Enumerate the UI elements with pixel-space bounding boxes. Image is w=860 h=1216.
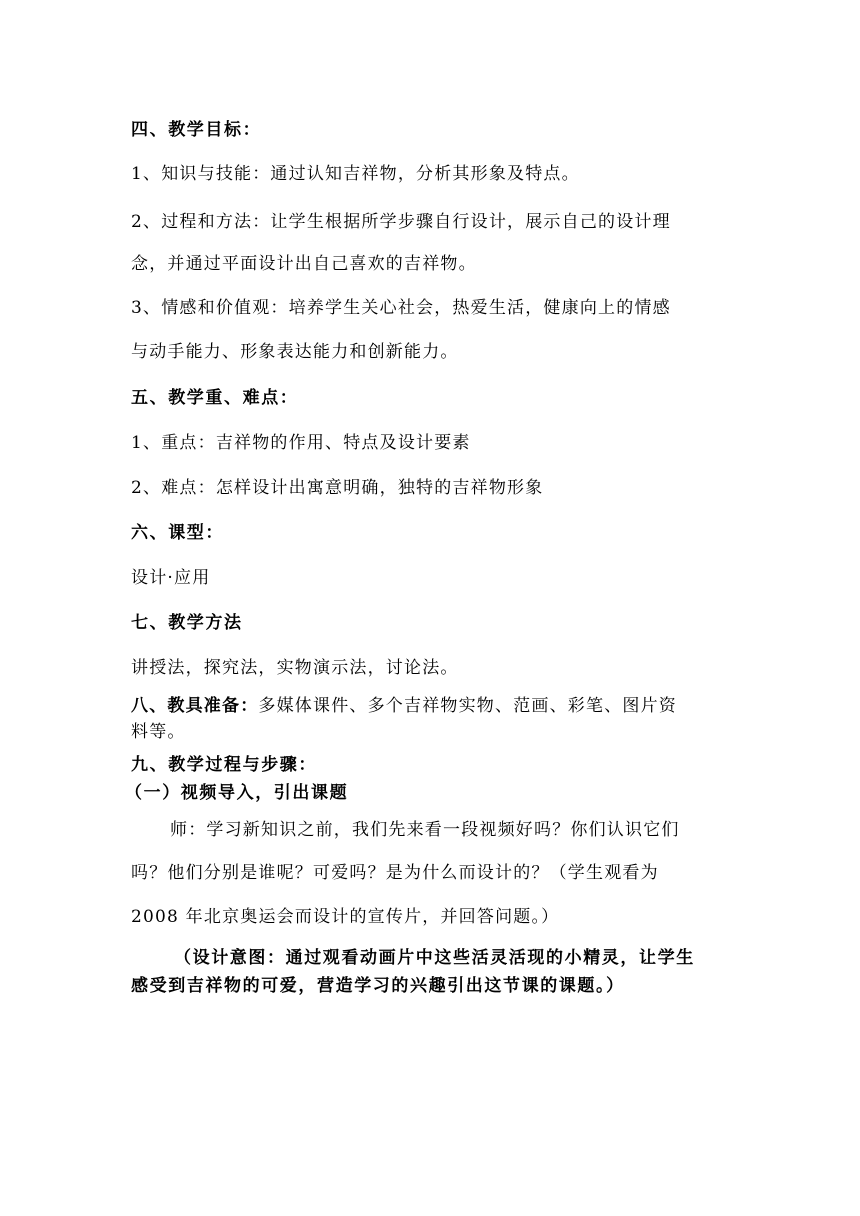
design-intent-line-2: 感受到吉祥物的可爱，营造学习的兴趣引出这节课的课题。） [131,976,625,996]
tools-heading: 八、教具准备： [131,696,259,716]
step1-heading: （一）视频导入，引出课题 [125,783,349,803]
key-point-1: 1、重点：吉祥物的作用、特点及设计要素 [131,433,471,453]
step1-line-1: 师：学习新知识之前，我们先来看一段视频好吗？你们认识它们 [170,820,680,840]
tools-line-2: 料等。 [131,722,186,742]
goal-line-4: 3、情感和价值观：培养学生关心社会，热爱生活，健康向上的情感 [131,298,671,318]
goal-line-3: 念，并通过平面设计出自己喜欢的吉祥物。 [131,254,477,274]
key-point-2: 2、难点：怎样设计出寓意明确，独特的吉祥物形象 [131,478,544,498]
tools-value: 多媒体课件、多个吉祥物实物、范画、彩笔、图片资 [258,696,678,716]
design-intent-line-1: （设计意图：通过观看动画片中这些活灵活现的小精灵，让学生 [174,948,695,968]
method-heading: 七、教学方法 [131,613,243,633]
step1-line-3: 2008 年北京奥运会而设计的宣传片，并回答问题。） [131,907,560,927]
goal-line-1: 1、知识与技能：通过认知吉祥物，分析其形象及特点。 [131,164,580,184]
tools-line-1 [131,694,677,718]
process-heading: 九、教学过程与步骤： [131,755,317,775]
method-value: 讲授法，探究法，实物演示法，讨论法。 [131,658,459,678]
goal-line-2: 2、过程和方法：让学生根据所学步骤自行设计，展示自己的设计理 [131,212,671,232]
type-value: 设计·应用 [131,568,211,588]
type-heading: 六、课型： [131,523,224,543]
goals-heading: 四、教学目标： [131,120,262,140]
goal-line-5: 与动手能力、形象表达能力和创新能力。 [131,342,459,362]
key-heading: 五、教学重、难点： [131,388,299,408]
step1-line-2: 吗？他们分别是谁呢？可爱吗？是为什么而设计的？（学生观看为 [131,863,659,883]
